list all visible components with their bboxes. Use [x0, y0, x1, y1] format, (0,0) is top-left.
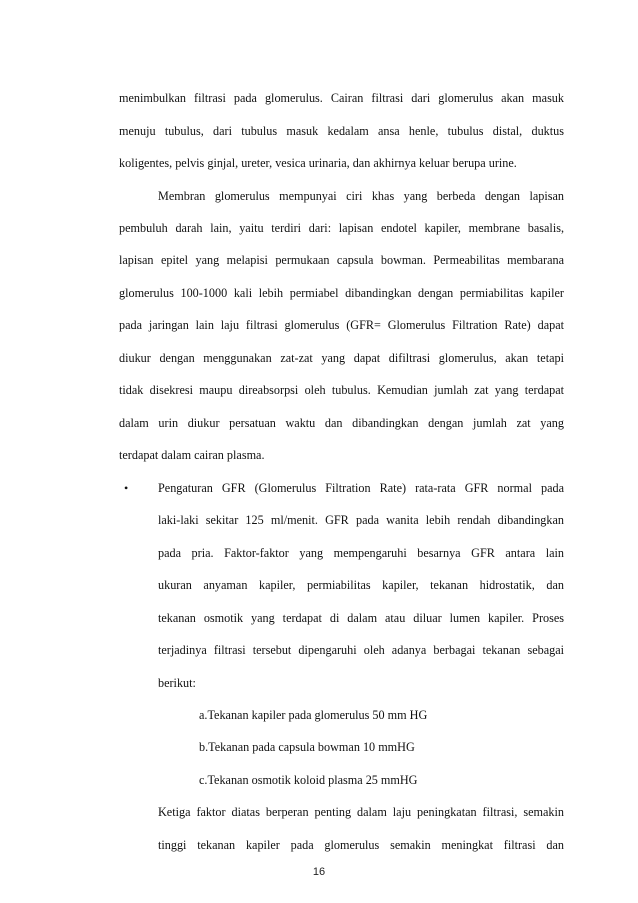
text-line: diukur dengan menggunakan zat-zat yang dapat difiltrasi glomerulus, akan tetapi: [119, 351, 564, 365]
text-line: pada jaringan lain laju filtrasi glomerulus (GFR= Glomerulus Filtration Rate) dapat: [119, 318, 564, 332]
text-line: lapisan epitel yang melapisi permukaan capsula bowman. Permeabilitas membarana: [119, 253, 564, 267]
bullet-text-line: ukuran anyaman kapiler, permiabilitas kapiler, tekanan hidrostatik, dan: [158, 578, 564, 592]
sub-list-item: a.Tekanan kapiler pada glomerulus 50 mm HG: [199, 708, 428, 722]
bullet-text-line: tinggi tekanan kapiler pada glomerulus semakin meningkat filtrasi dan: [158, 838, 564, 852]
bullet-text-line: pada pria. Faktor-faktor yang mempengaruhi besarnya GFR antara lain: [158, 546, 564, 560]
bullet-text-line: terjadinya filtrasi tersebut dipengaruhi oleh adanya berbagai tekanan sebagai: [158, 643, 564, 657]
text-line: dalam urin diukur persatuan waktu dan dibandingkan dengan jumlah zat yang: [119, 416, 564, 430]
bullet-marker: •: [124, 481, 129, 495]
page-number: 16: [312, 866, 326, 878]
sub-list-item: b.Tekanan pada capsula bowman 10 mmHG: [199, 740, 415, 754]
bullet-text-line: Pengaturan GFR (Glomerulus Filtration Rate) rata-rata GFR normal pada: [158, 481, 564, 495]
bullet-text-line: berikut:: [158, 676, 196, 690]
bullet-text-line: tekanan osmotik yang terdapat di dalam atau diluar lumen kapiler. Proses: [158, 611, 564, 625]
text-line: pembuluh darah lain, yaitu terdiri dari: lapisan endotel kapiler, membrane basalis,: [119, 221, 564, 235]
bullet-text-line: laki-laki sekitar 125 ml/menit. GFR pada wanita lebih rendah dibandingkan: [158, 513, 564, 527]
text-line: menuju tubulus, dari tubulus masuk kedalam ansa henle, tubulus distal, duktus: [119, 124, 564, 138]
sub-list-item: c.Tekanan osmotik koloid plasma 25 mmHG: [199, 773, 418, 787]
text-line: menimbulkan filtrasi pada glomerulus. Cairan filtrasi dari glomerulus akan masuk: [119, 91, 564, 105]
text-line: Membran glomerulus mempunyai ciri khas yang berbeda dengan lapisan: [158, 189, 564, 203]
bullet-text-line: Ketiga faktor diatas berperan penting dalam laju peningkatan filtrasi, semakin: [158, 805, 564, 819]
text-line: terdapat dalam cairan plasma.: [119, 448, 265, 462]
text-line: tidak disekresi maupu direabsorpsi oleh tubulus. Kemudian jumlah zat yang terdapat: [119, 383, 564, 397]
text-line: glomerulus 100-1000 kali lebih permiabel dibandingkan dengan permiabilitas kapiler: [119, 286, 564, 300]
text-line: koligentes, pelvis ginjal, ureter, vesica urinaria, dan akhirnya keluar berupa urine.: [119, 156, 517, 170]
